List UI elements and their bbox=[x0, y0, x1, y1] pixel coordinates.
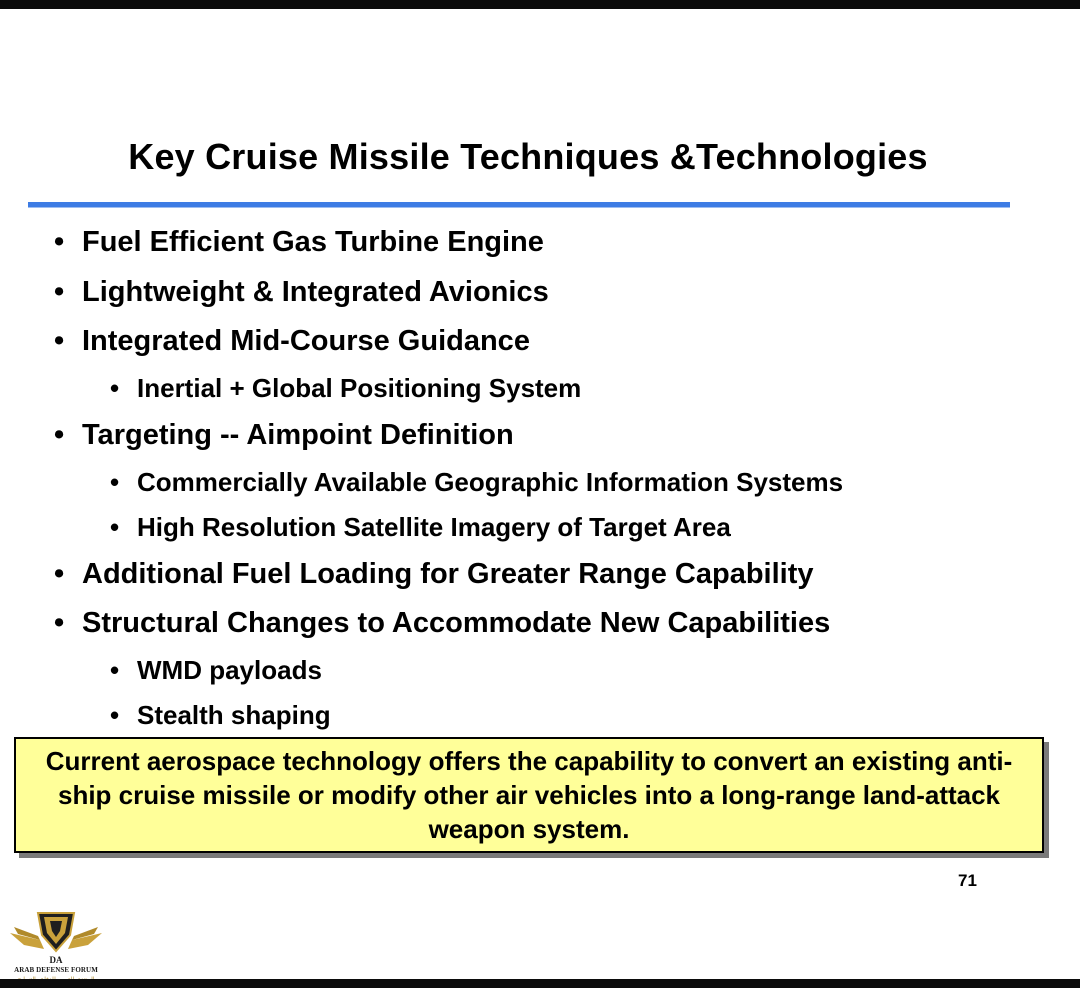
bullet-item bbox=[54, 325, 530, 358]
bullet-item bbox=[54, 558, 814, 591]
bullet-text: Commercially Available Geographic Information Systems bbox=[137, 467, 844, 497]
bullet-text: WMD payloads bbox=[137, 655, 322, 685]
bullet-dot: • bbox=[54, 419, 65, 451]
bullet-text: Integrated Mid-Course Guidance bbox=[82, 325, 530, 357]
bullet-dot: • bbox=[54, 607, 65, 639]
bullet-text: Targeting -- Aimpoint Definition bbox=[82, 419, 514, 451]
callout-text: Current aerospace technology offers the capability to convert an existing anti-ship cruise missile or modify other air vehicles into a long-range land-attack weapon system. bbox=[45, 746, 1013, 844]
bullet-text: High Resolution Satellite Imagery of Target Area bbox=[137, 512, 731, 542]
bullet-text: Stealth shaping bbox=[137, 700, 331, 730]
bullet-text: Structural Changes to Accommodate New Capabilities bbox=[82, 607, 831, 639]
bullet-item bbox=[54, 226, 544, 259]
bullet-dot: • bbox=[110, 467, 120, 497]
bullet-dot: • bbox=[110, 655, 120, 685]
bullet-dot: • bbox=[54, 276, 65, 308]
page-number: 71 bbox=[958, 871, 977, 890]
bullet-dot: • bbox=[110, 700, 120, 730]
forum-watermark-logo bbox=[4, 905, 108, 985]
sub-bullet-item bbox=[110, 512, 731, 543]
bullet-dot: • bbox=[110, 373, 120, 403]
bottom-frame-bar bbox=[0, 979, 1080, 988]
sub-bullet-item bbox=[110, 655, 322, 686]
bullet-item bbox=[54, 419, 514, 452]
sub-bullet-item bbox=[110, 700, 331, 731]
callout-box bbox=[14, 737, 1044, 853]
bullet-text: Additional Fuel Loading for Greater Range Capability bbox=[82, 558, 814, 590]
bullet-dot: • bbox=[54, 325, 65, 357]
slide-title: Key Cruise Missile Techniques &Technologies bbox=[128, 136, 928, 177]
bullet-dot: • bbox=[54, 558, 65, 590]
bullet-item bbox=[54, 607, 830, 640]
bullet-text: Fuel Efficient Gas Turbine Engine bbox=[82, 226, 544, 258]
bullet-dot: • bbox=[110, 512, 120, 542]
bullet-text: Lightweight & Integrated Avionics bbox=[82, 276, 549, 308]
bullet-item bbox=[54, 276, 549, 309]
shield-wings-icon bbox=[4, 905, 108, 967]
sub-bullet-item bbox=[110, 467, 843, 498]
sub-bullet-item bbox=[110, 373, 581, 404]
bullet-dot: • bbox=[54, 226, 65, 258]
bullet-text: Inertial + Global Positioning System bbox=[137, 373, 582, 403]
watermark-name: ARAB DEFENSE FORUM bbox=[14, 966, 98, 974]
logo-monogram: DA bbox=[49, 955, 63, 965]
